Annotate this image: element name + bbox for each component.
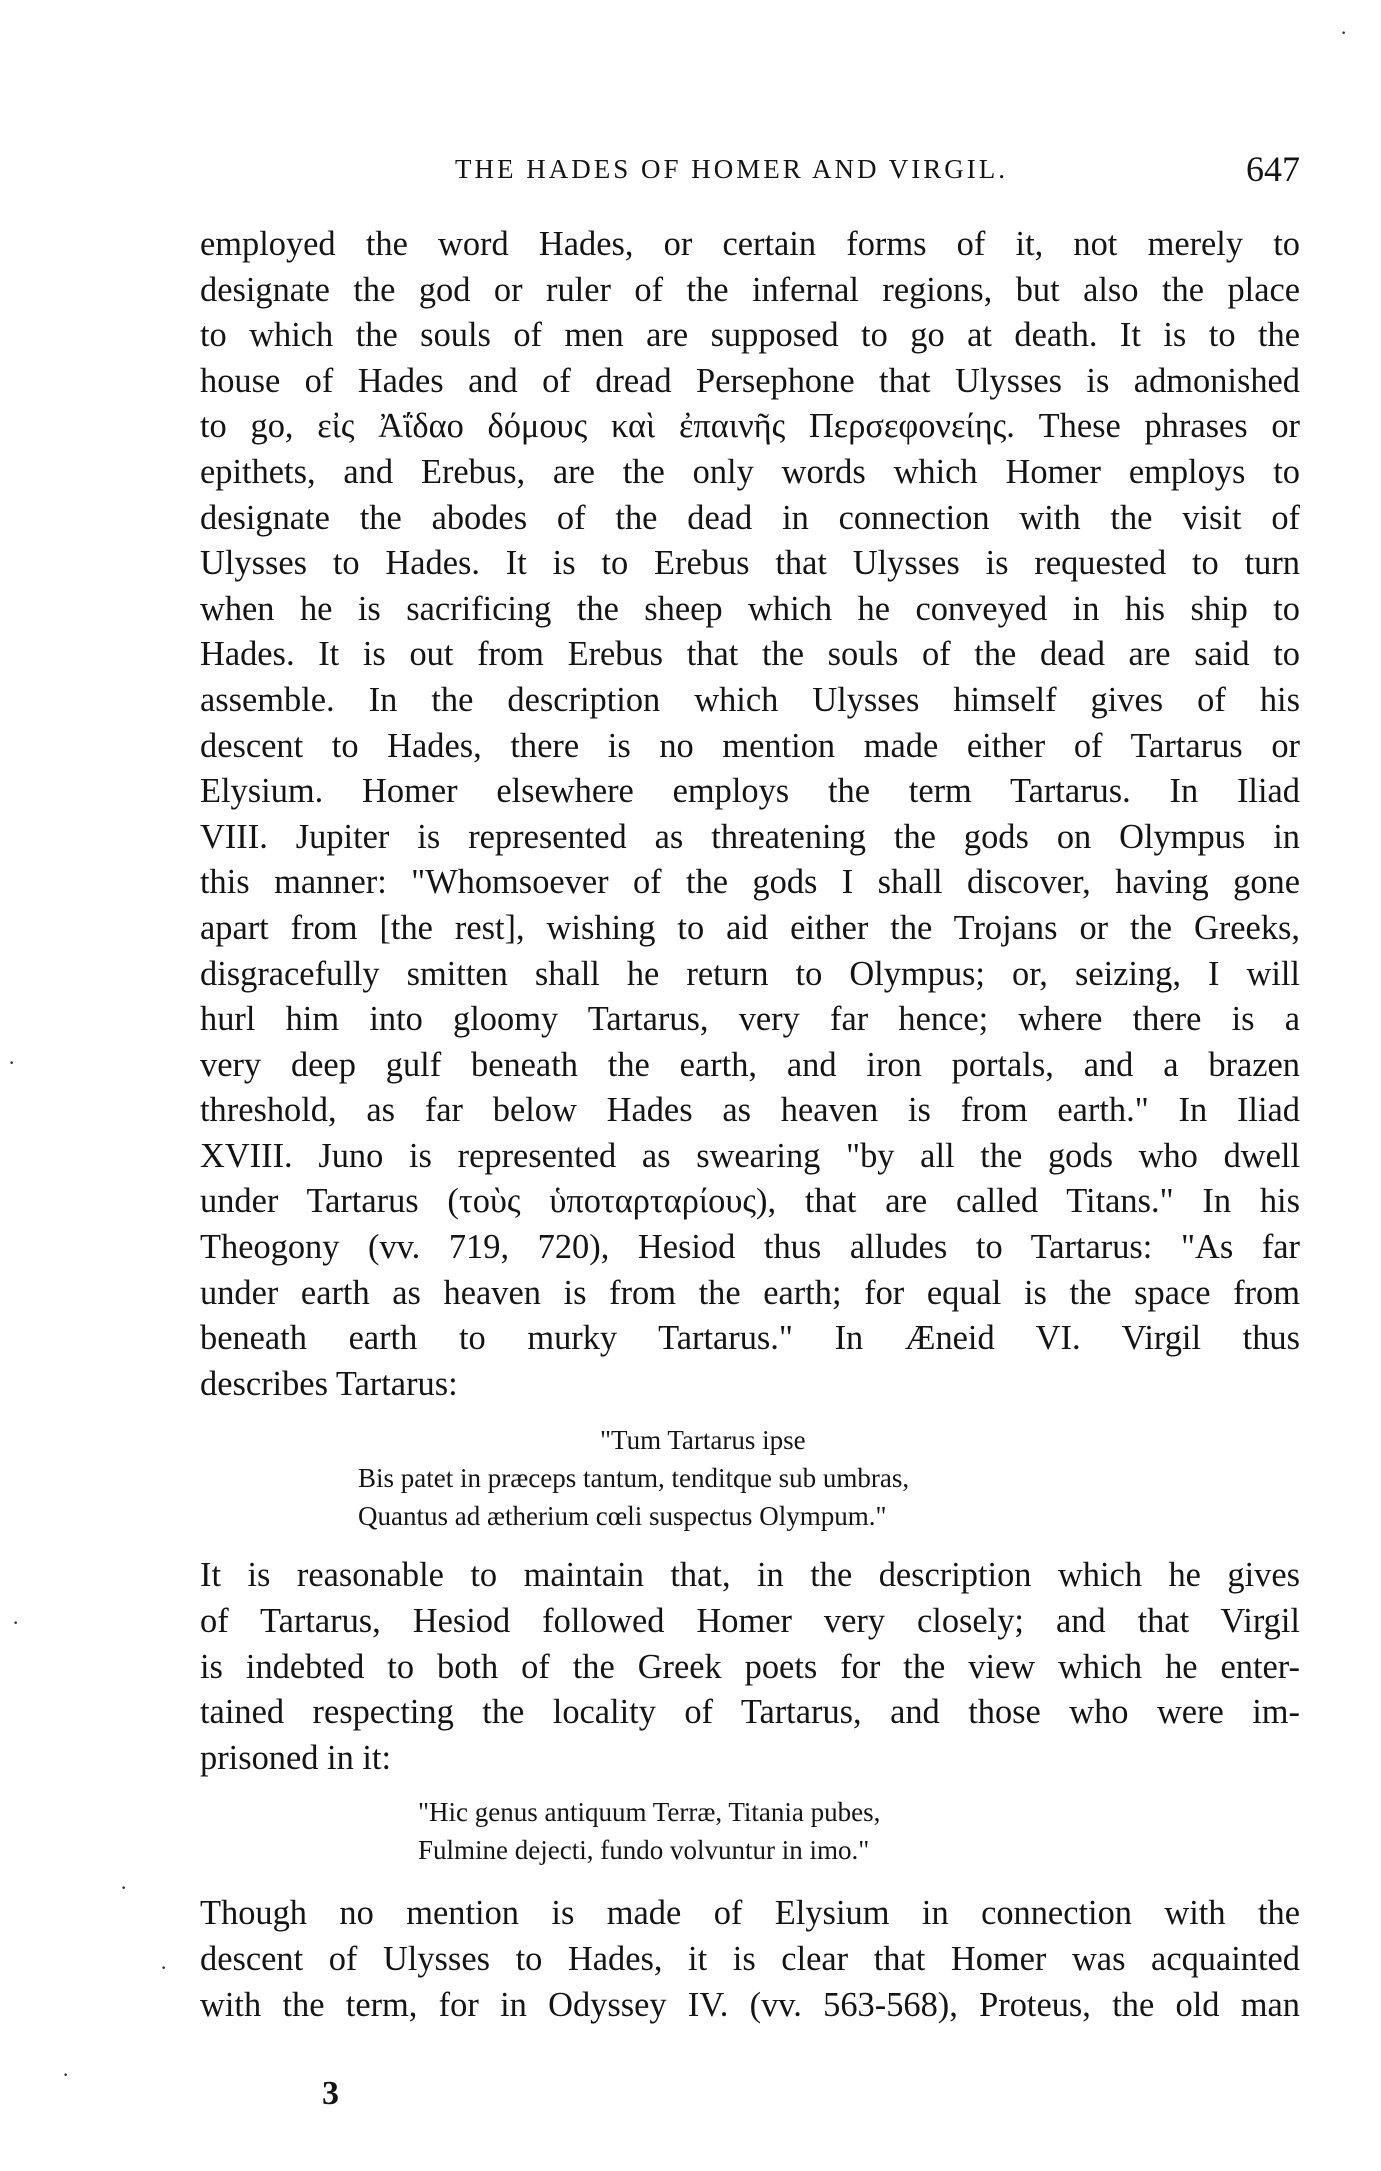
text-line: hurl him into gloomy Tartarus, very far hence; where there is a [200, 1000, 1300, 1039]
text-line: tained respecting the locality of Tartarus, and those who were im- [200, 1693, 1300, 1732]
text-line: house of Hades and of dread Persephone that Ulysses is admonished [200, 361, 1300, 400]
scan-speck: · [120, 1875, 128, 1900]
text-line: is indebted to both of the Greek poets for the view which he enter- [200, 1647, 1300, 1686]
text-line: It is reasonable to maintain that, in the description which he gives [200, 1556, 1300, 1595]
scan-speck: · [8, 1050, 16, 1075]
text-line: employed the word Hades, or certain forms of it, not merely to [200, 225, 1300, 263]
text-line: designate the god or ruler of the infernal regions, but also the place [200, 270, 1300, 309]
scan-speck: · [160, 1955, 168, 1980]
text-line: this manner: "Whomsoever of the gods I shall discover, having gone [200, 863, 1300, 902]
text-line: Though no mention is made of Elysium in connection with the [200, 1894, 1300, 1933]
text-line: VIII. Jupiter is represented as threatening the gods on Olympus in [200, 817, 1300, 856]
text-line: when he is sacrificing the sheep which he conveyed in his ship to [200, 589, 1300, 628]
text-line: Ulysses to Hades. It is to Erebus that Ulysses is requested to turn [200, 544, 1300, 583]
text-line: assemble. In the description which Ulysses himself gives of his [200, 680, 1300, 719]
verse-line: Bis patet in præceps tantum, tenditque sub umbras, [358, 1463, 910, 1494]
text-line: descent of Ulysses to Hades, it is clear that Homer was acquainted [200, 1940, 1300, 1978]
verse-line: "Tum Tartarus ipse [600, 1425, 806, 1456]
verse-line: "Hic genus antiquum Terræ, Titania pubes, [418, 1797, 881, 1828]
scan-speck: · [12, 1610, 20, 1635]
text-line: disgracefully smitten shall he return to Olympus; or, seizing, I will [200, 954, 1300, 993]
paragraph-3 [200, 1891, 1300, 2028]
text-line: designate the abodes of the dead in connection with the visit of [200, 498, 1300, 537]
text-line: prisoned in it: [200, 1738, 392, 1777]
text-line: to go, εἰς Ἀΐδαο δόμους καὶ ἐπαινῆς Περσεφονείης. These phrases or [200, 407, 1300, 446]
text-line: to which the souls of men are supposed to go at death. It is to the [200, 316, 1300, 355]
text-line: with the term, for in Odyssey IV. (vv. 563-568), Proteus, the old man [200, 1985, 1300, 2024]
verse-quote-aeneid [200, 1407, 1300, 1553]
text-line: descent to Hades, there is no mention made either of Tartarus or [200, 726, 1300, 765]
text-line: under Tartarus (τοὺς ὑποταρταρίους), that are called Titans." In his [200, 1182, 1300, 1221]
text-line: Theogony (vv. 719, 720), Hesiod thus alludes to Tartarus: "As far [200, 1228, 1300, 1267]
running-head: THE HADES OF HOMER AND VIRGIL. [455, 154, 1009, 184]
verse-quote-titans [200, 1781, 1300, 1891]
paragraph-2 [200, 1553, 1300, 1781]
signature-mark: 3 [322, 2075, 339, 2112]
text-line: Hades. It is out from Erebus that the souls of the dead are said to [200, 635, 1300, 674]
text-line: apart from [the rest], wishing to aid either the Trojans or the Greeks, [200, 908, 1300, 947]
text-line: describes Tartarus: [200, 1364, 458, 1403]
scan-speck: · [62, 2062, 70, 2087]
text-line: threshold, as far below Hades as heaven is from earth." In Iliad [200, 1091, 1300, 1130]
text-line: beneath earth to murky Tartarus." In Æneid VI. Virgil thus [200, 1319, 1300, 1358]
verse-line: Quantus ad ætherium cœli suspectus Olympum." [358, 1501, 887, 1532]
text-line: XVIII. Juno is represented as swearing "by all the gods who dwell [200, 1136, 1300, 1175]
text-line: Elysium. Homer elsewhere employs the term Tartarus. In Iliad [200, 772, 1300, 811]
scan-speck: · [1340, 20, 1348, 45]
page-header [200, 148, 1300, 198]
text-line: under earth as heaven is from the earth; for equal is the space from [200, 1273, 1300, 1312]
page-body [200, 222, 1300, 2028]
page-number: 647 [1246, 149, 1300, 189]
paragraph-1 [200, 222, 1300, 1407]
text-line: epithets, and Erebus, are the only words which Homer employs to [200, 452, 1300, 491]
verse-line: Fulmine dejecti, fundo volvuntur in imo." [418, 1835, 870, 1866]
text-line: of Tartarus, Hesiod followed Homer very closely; and that Virgil [200, 1602, 1300, 1641]
text-line: very deep gulf beneath the earth, and iron portals, and a brazen [200, 1045, 1300, 1084]
